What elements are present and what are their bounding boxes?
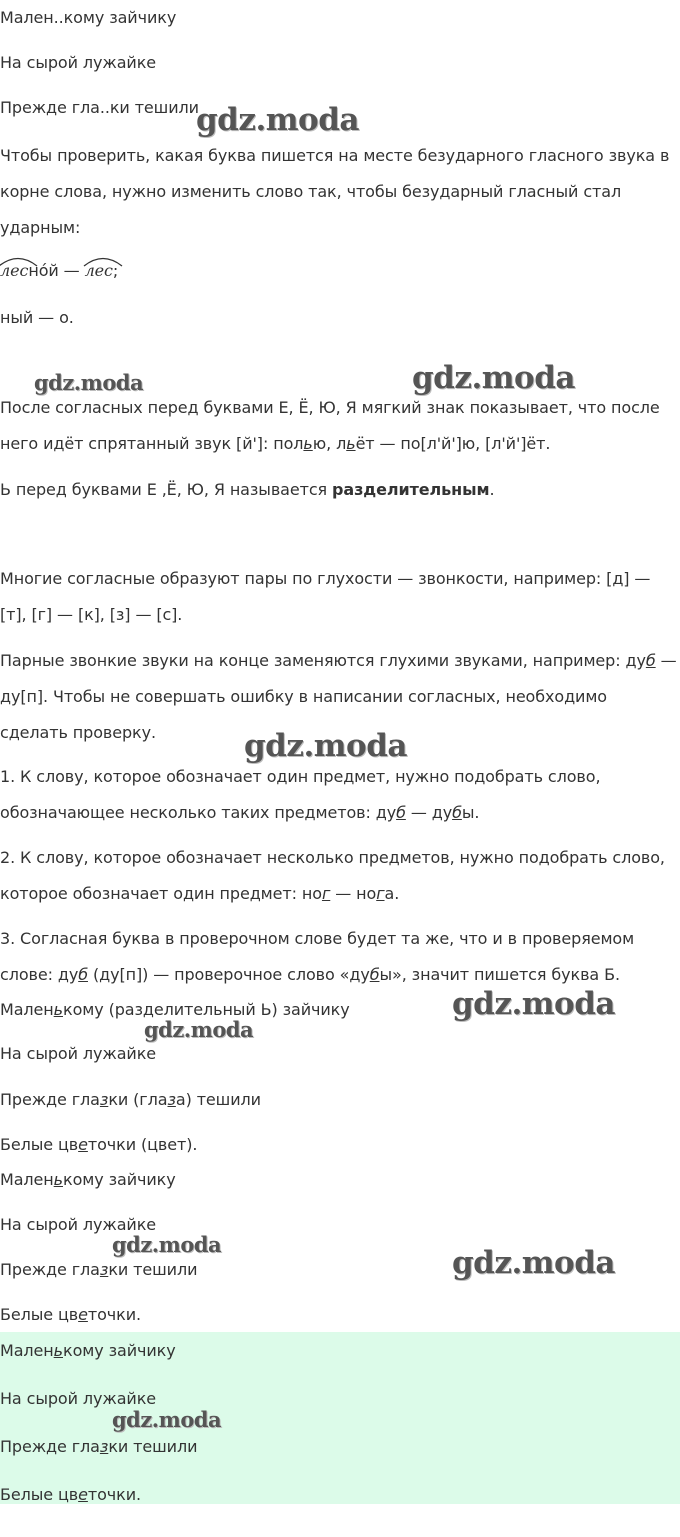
text: Белые цв — [0, 1485, 79, 1504]
text: ы», значит пишется буква Б. — [379, 965, 620, 984]
text: Мален — [0, 1170, 54, 1189]
text: Белые цв — [0, 1135, 79, 1154]
underlined-letter: б — [645, 651, 656, 670]
corrected-line-2: На сырой лужайке — [0, 1215, 157, 1234]
root-arc-icon — [0, 255, 38, 267]
underlined-letter: ь — [303, 434, 313, 453]
poem-line-3: Прежде гла..ки тешили — [0, 98, 199, 117]
watermark: gdz.moda — [112, 1232, 222, 1257]
underlined-letter: ь — [53, 1000, 63, 1019]
watermark: gdz.moda — [452, 986, 615, 1022]
underlined-letter: г — [376, 884, 385, 903]
text: 1. К слову, которое обозначает один предмет, нужно подобрать слово, обозначающее несколько таких предметов: ду — [0, 767, 601, 822]
consonant-pairs-text: Многие согласные образуют пары по глухости — звонкости, например: [д] — [т], [г] — [к], [з] — [с]. — [0, 569, 651, 624]
text: кому зайчику — [63, 1341, 176, 1360]
underlined-letter: з — [167, 1090, 176, 1109]
underlined-letter: б — [452, 803, 462, 822]
underlined-letter: з — [99, 1090, 109, 1109]
text: Прежде гла — [0, 1260, 100, 1279]
underlined-letter: ь — [346, 434, 356, 453]
poem-line-2: На сырой лужайке — [0, 53, 157, 72]
explained-line-4 — [0, 1127, 678, 1163]
text: 3. Согласная буква в проверочном слове будет та же, что и в проверяемом слове: ду — [0, 929, 635, 984]
term-bold: разделительным — [332, 480, 490, 499]
text: точки (цвет). — [87, 1135, 198, 1154]
text: ы. — [461, 803, 480, 822]
text: — ду[п]. Чтобы не совершать ошибку в написании согласных, необходимо сделать проверку. — [0, 651, 677, 742]
text: Парные звонкие звуки на конце заменяются глухими звуками, например: ду — [0, 651, 646, 670]
answer-line-4 — [0, 1477, 678, 1513]
root-word: лес — [84, 261, 113, 280]
underlined-letter: б — [369, 965, 380, 984]
watermark: gdz.moda — [244, 728, 407, 764]
text: Белые цв — [0, 1305, 79, 1324]
vowel-rule-example — [0, 253, 678, 289]
underlined-letter: б — [78, 965, 88, 984]
text: ки тешили — [108, 1437, 198, 1456]
underlined-letter: з — [99, 1260, 109, 1279]
text: Прежде гла — [0, 1090, 100, 1109]
watermark: gdz.moda — [144, 1017, 254, 1042]
answer-line-2: На сырой лужайке — [0, 1389, 157, 1408]
text: а. — [384, 884, 400, 903]
text: После согласных перед буквами Е, Ё, Ю, Я мягкий знак показывает, что после него идёт спрятанный звук [й']: пол — [0, 398, 660, 453]
check-step-1 — [0, 759, 678, 831]
text: Прежде гла — [0, 1437, 100, 1456]
root-arc-icon — [83, 255, 123, 267]
text: (ду[п]) — проверочное слово «ду — [87, 965, 370, 984]
check-step-2 — [0, 840, 678, 912]
root-mark — [0, 253, 28, 289]
text: 2. К слову, которое обозначает несколько предметов, нужно подобрать слово, которое обозначает один предмет: но — [0, 848, 665, 903]
underlined-letter: ь — [53, 1170, 63, 1189]
watermark: gdz.moda — [112, 1407, 222, 1432]
text: ки тешили — [108, 1260, 198, 1279]
underlined-letter: ь — [53, 1341, 63, 1360]
answer-line-3 — [0, 1429, 678, 1465]
text: кому (разделительный Ь) зайчику — [63, 1000, 350, 1019]
underlined-letter: б — [396, 803, 406, 822]
text: . — [489, 480, 495, 499]
soft-sign-rule — [0, 390, 678, 462]
watermark: gdz.moda — [196, 102, 359, 138]
text: а) тешили — [175, 1090, 261, 1109]
text: Мален — [0, 1000, 54, 1019]
vowel-rule-end: ный — о. — [0, 308, 74, 327]
watermark: gdz.moda — [412, 360, 575, 396]
root-word: лес — [0, 261, 29, 280]
separating-sign-rule — [0, 472, 678, 508]
text: ёт — по[л'й']ю, [л'й']ёт. — [355, 434, 551, 453]
corrected-line-1 — [0, 1162, 678, 1198]
text: точки. — [87, 1485, 142, 1504]
underlined-letter: е — [78, 1305, 88, 1324]
underlined-letter: е — [78, 1485, 88, 1504]
check-step-3 — [0, 921, 678, 993]
example-end: ; — [112, 261, 119, 280]
text: — но — [330, 884, 377, 903]
text: Мален — [0, 1341, 54, 1360]
text: — ду — [405, 803, 453, 822]
root-mark — [85, 253, 113, 289]
answer-line-1 — [0, 1333, 678, 1369]
text: ю, л — [312, 434, 347, 453]
text: точки. — [87, 1305, 142, 1324]
explained-line-3 — [0, 1082, 678, 1118]
explained-line-2: На сырой лужайке — [0, 1044, 157, 1063]
underlined-letter: г — [321, 884, 331, 903]
poem-line-1: Мален..кому зайчику — [0, 8, 177, 27]
text: Ь перед буквами Е ,Ё, Ю, Я называется — [0, 480, 333, 499]
underlined-letter: е — [78, 1135, 88, 1154]
watermark: gdz.moda — [452, 1245, 615, 1281]
text: ки (гла — [108, 1090, 168, 1109]
text: кому зайчику — [63, 1170, 176, 1189]
watermark: gdz.moda — [34, 370, 144, 395]
corrected-line-4 — [0, 1297, 678, 1333]
vowel-rule-text: Чтобы проверить, какая буква пишется на месте безударного гласного звука в корне слова, нужно изменить слово так, чтобы безударный гласный стал ударным: — [0, 146, 670, 237]
underlined-letter: з — [99, 1437, 109, 1456]
example-rest: нóй — — [28, 261, 85, 280]
